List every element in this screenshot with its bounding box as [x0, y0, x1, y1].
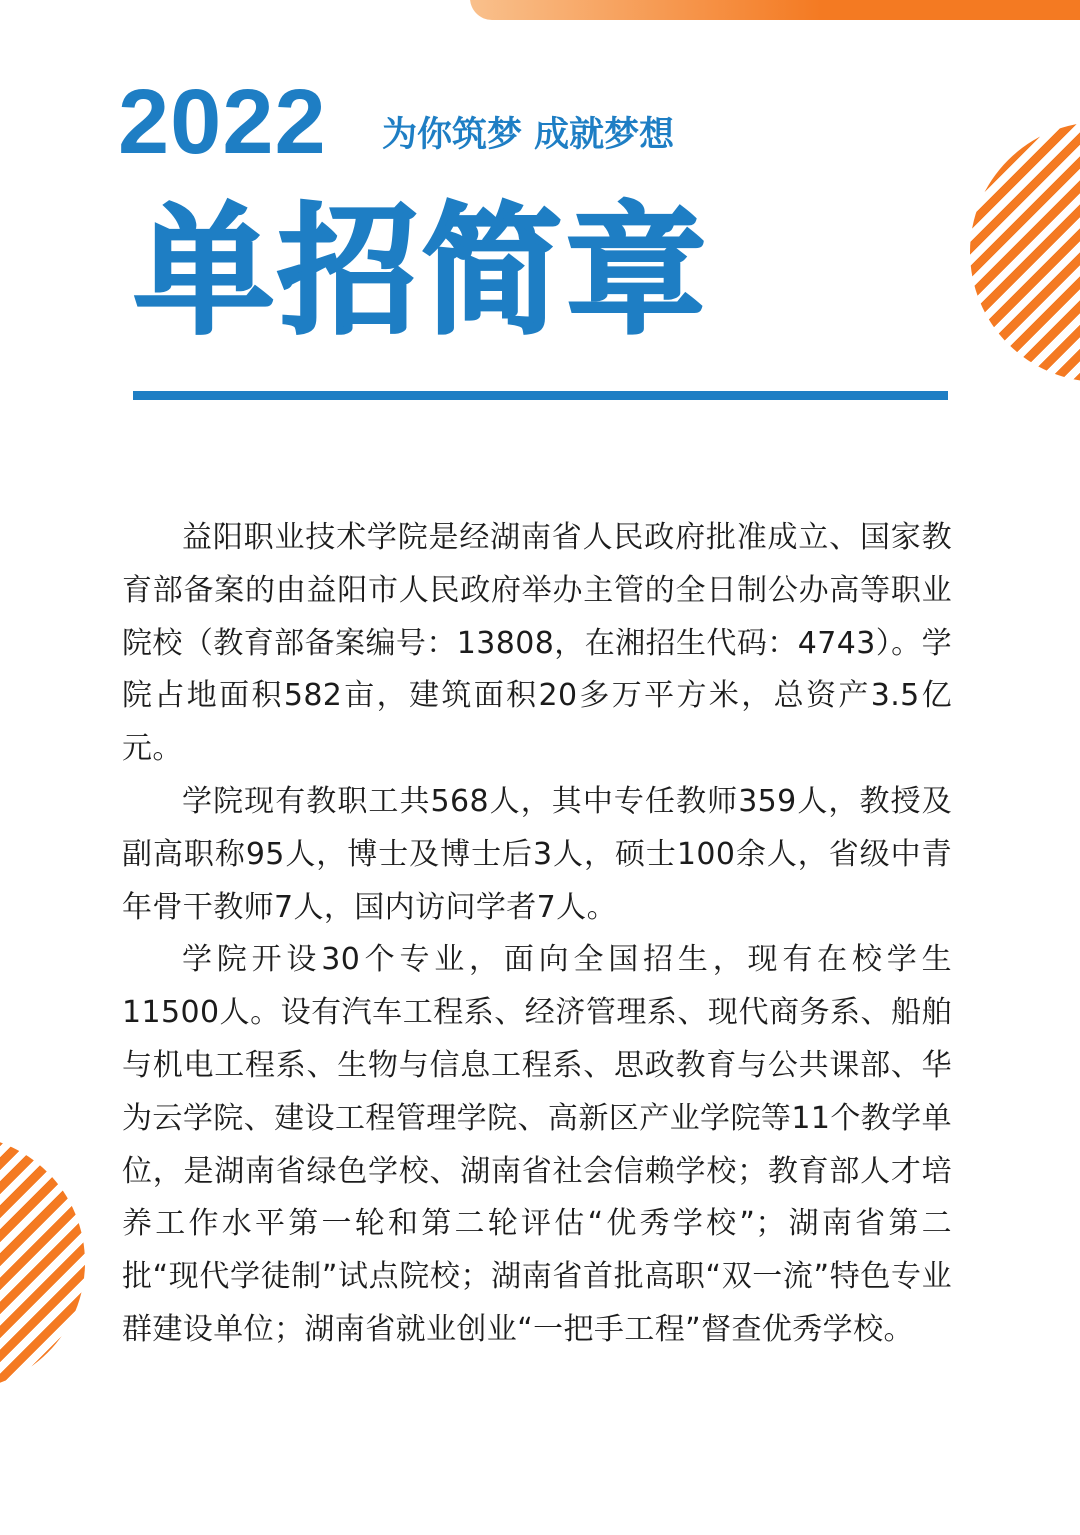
paragraph-programs: 学院开设30个专业，面向全国招生，现有在校学生11500人。设有汽车工程系、经济管理系、现代商务系、船舶与机电工程系、生物与信息工程系、思政教育与公共课部、华为云学院、建设工程管理学院、高新区产业学院等11个教学单位，是湖南省绿色学校、湖南省社会信赖学校；教育部人才培养工作水平第一轮和第二轮评估“优秀学校”；湖南省第二批“现代学徒制”试点院校；湖南省首批高职“双一流”特色专业群建设单位；湖南省就业创业“一把手工程”督查优秀学校。: [122, 942, 952, 1347]
striped-circle-decoration-left: [0, 1135, 85, 1390]
paragraph-staff: 学院现有教职工共568人，其中专任教师359人，教授及副高职称95人，博士及博士后3人，硕士100余人，省级中青年骨干教师7人，国内访问学者7人。: [122, 783, 952, 925]
header-year: 2022: [118, 71, 327, 173]
top-orange-bar: [470, 0, 1080, 20]
paragraph-overview: 益阳职业技术学院是经湖南省人民政府批准成立、国家教育部备案的由益阳市人民政府举办主管的全日制公办高等职业院校（教育部备案编号：13808，在湘招生代码：4743）。学院占地面积582亩，建筑面积20多万平方米，总资产3.5亿元。: [122, 520, 952, 767]
page-title: 单招简章: [134, 191, 711, 354]
striped-circle-decoration-right: [970, 122, 1080, 382]
title-divider: [133, 391, 948, 400]
header-slogan: 为你筑梦 成就梦想: [382, 115, 675, 155]
intro-text: [122, 512, 952, 1357]
